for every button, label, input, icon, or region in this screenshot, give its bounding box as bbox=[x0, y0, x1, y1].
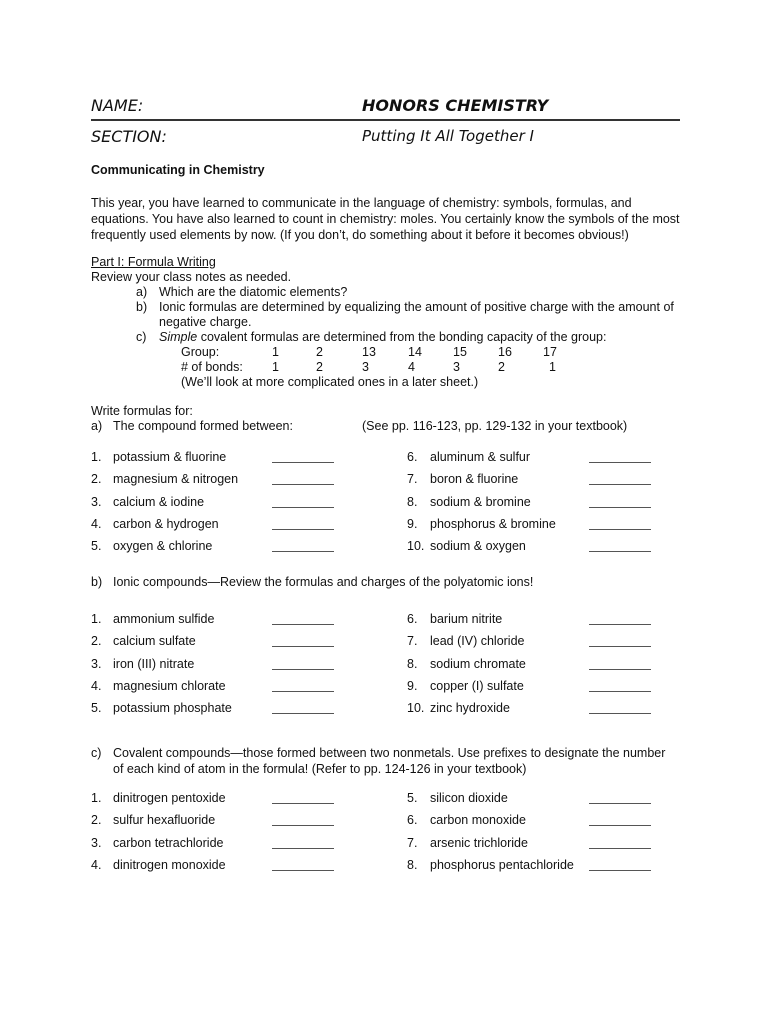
item-text: calcium & iodine bbox=[113, 494, 205, 509]
item-text: dinitrogen monoxide bbox=[113, 857, 226, 872]
answer-blank[interactable] bbox=[272, 517, 334, 530]
part1-item-letter: c) bbox=[136, 330, 147, 344]
section-label: SECTION: bbox=[91, 127, 167, 146]
item-text: carbon & hydrogen bbox=[113, 516, 219, 531]
item-text: potassium & fluorine bbox=[113, 450, 227, 464]
item-text: boron & fluorine bbox=[430, 472, 519, 487]
item-number: 9. bbox=[407, 516, 418, 531]
part1-item-letter: a) bbox=[136, 285, 148, 299]
group-number: 15 bbox=[453, 345, 467, 359]
answer-blank[interactable] bbox=[589, 517, 651, 530]
name-label: NAME: bbox=[91, 96, 144, 115]
item-text: magnesium chlorate bbox=[113, 678, 226, 693]
item-number: 8. bbox=[407, 494, 418, 509]
item-text: phosphorus pentachloride bbox=[430, 857, 574, 872]
group-number: 13 bbox=[362, 345, 376, 359]
item-number: 5. bbox=[91, 701, 102, 716]
item-number: 1. bbox=[91, 612, 102, 626]
bond-count: 2 bbox=[498, 360, 505, 374]
item-text: zinc hydroxide bbox=[430, 701, 510, 716]
section-b-title: Ionic compounds—Review the formulas and charges of the polyatomic ions! bbox=[113, 575, 534, 589]
group-number: 16 bbox=[498, 345, 512, 359]
item-number: 10. bbox=[407, 701, 425, 716]
section-c-letter: c) bbox=[91, 746, 102, 760]
part1-note: (We’ll look at more complicated ones in a later sheet.) bbox=[181, 375, 479, 389]
item-number: 4. bbox=[91, 678, 102, 693]
item-text: carbon monoxide bbox=[430, 813, 526, 828]
item-number: 6. bbox=[407, 612, 418, 626]
item-text: iron (III) nitrate bbox=[113, 656, 195, 671]
item-text: oxygen & chlorine bbox=[113, 539, 213, 554]
answer-blank[interactable] bbox=[589, 495, 651, 508]
answer-blank[interactable] bbox=[589, 612, 651, 625]
write-formulas-label: Write formulas for: bbox=[91, 404, 193, 418]
item-number: 8. bbox=[407, 656, 418, 671]
answer-blank[interactable] bbox=[589, 813, 651, 826]
item-text: carbon tetrachloride bbox=[113, 835, 224, 850]
part1-item-c-text: covalent formulas are determined from the bonding capacity of the group: bbox=[197, 330, 607, 344]
answer-blank[interactable] bbox=[272, 472, 334, 485]
item-number: 4. bbox=[91, 857, 102, 872]
group-number: 2 bbox=[316, 345, 323, 359]
part1-item-text: Ionic formulas are determined by equalizing the amount of positive charge with the amount of bbox=[159, 300, 674, 314]
bond-count: 3 bbox=[453, 360, 460, 374]
item-number: 5. bbox=[407, 791, 418, 805]
answer-blank[interactable] bbox=[272, 450, 334, 463]
item-text: dinitrogen pentoxide bbox=[113, 791, 226, 805]
item-text: copper (I) sulfate bbox=[430, 678, 524, 693]
answer-blank[interactable] bbox=[589, 539, 651, 552]
item-number: 1. bbox=[91, 450, 102, 464]
item-text: aluminum & sulfur bbox=[430, 450, 531, 464]
item-number: 3. bbox=[91, 656, 102, 671]
item-number: 6. bbox=[407, 813, 418, 828]
group-number: 1 bbox=[272, 345, 279, 359]
item-text: sodium chromate bbox=[430, 656, 526, 671]
intro-paragraph: This year, you have learned to communicate in the language of chemistry: symbols, formulas, and equations. You have also learned to count in chemistry: moles. You certainly know the symbols of the most frequently used elements by now. (If you don’t, do something about it before it becomes obvious!) bbox=[91, 196, 680, 242]
bond-count: 2 bbox=[316, 360, 323, 374]
header-divider bbox=[91, 119, 680, 121]
answer-blank[interactable] bbox=[272, 701, 334, 714]
answer-blank[interactable] bbox=[272, 858, 334, 871]
answer-blank[interactable] bbox=[272, 539, 334, 552]
worksheet-title: Putting It All Together I bbox=[362, 127, 534, 145]
section-c-title: Covalent compounds—those formed between two nonmetals. Use prefixes to designate the number bbox=[113, 746, 666, 760]
answer-blank[interactable] bbox=[589, 679, 651, 692]
answer-blank[interactable] bbox=[272, 679, 334, 692]
answer-blank[interactable] bbox=[589, 472, 651, 485]
item-text: sodium & bromine bbox=[430, 494, 531, 509]
answer-blank[interactable] bbox=[272, 813, 334, 826]
section-a-letter: a) bbox=[91, 419, 103, 433]
bond-count: 3 bbox=[362, 360, 369, 374]
section-b-letter: b) bbox=[91, 575, 103, 589]
item-text: arsenic trichloride bbox=[430, 835, 528, 850]
answer-blank[interactable] bbox=[589, 791, 651, 804]
answer-blank[interactable] bbox=[272, 791, 334, 804]
part1-item-text bbox=[159, 330, 606, 344]
item-text: sulfur hexafluoride bbox=[113, 813, 216, 828]
item-number: 7. bbox=[407, 835, 418, 850]
part1-item-text-cont: negative charge. bbox=[159, 315, 252, 329]
item-number: 8. bbox=[407, 857, 418, 872]
section-a-reference: (See pp. 116-123, pp. 129-132 in your textbook) bbox=[362, 419, 628, 433]
item-text: sodium & oxygen bbox=[430, 539, 526, 554]
item-number: 7. bbox=[407, 472, 418, 487]
bond-count: 1 bbox=[272, 360, 279, 374]
item-number: 3. bbox=[91, 835, 102, 850]
part1-title: Part I: Formula Writing bbox=[91, 255, 216, 269]
answer-blank[interactable] bbox=[272, 612, 334, 625]
item-number: 5. bbox=[91, 539, 102, 554]
answer-blank[interactable] bbox=[589, 450, 651, 463]
bond-count: 1 bbox=[549, 360, 556, 374]
part1-item-letter: b) bbox=[136, 300, 148, 314]
item-text: potassium phosphate bbox=[113, 701, 232, 716]
answer-blank[interactable] bbox=[272, 657, 334, 670]
item-text: magnesium & nitrogen bbox=[113, 472, 239, 487]
answer-blank[interactable] bbox=[272, 634, 334, 647]
item-text: lead (IV) chloride bbox=[430, 634, 525, 649]
bond-count: 4 bbox=[408, 360, 415, 374]
answer-blank[interactable] bbox=[589, 836, 651, 849]
answer-blank[interactable] bbox=[589, 701, 651, 714]
course-title: HONORS CHEMISTRY bbox=[362, 96, 549, 115]
item-number: 6. bbox=[407, 450, 418, 464]
item-text: barium nitrite bbox=[430, 612, 503, 626]
section-c-title-cont: of each kind of atom in the formula! (Refer to pp. 124-126 in your textbook) bbox=[113, 762, 527, 776]
group-label: Group: bbox=[181, 345, 220, 359]
part1-review: Review your class notes as needed. bbox=[91, 270, 292, 284]
item-number: 1. bbox=[91, 791, 102, 805]
item-number: 2. bbox=[91, 472, 102, 487]
section-a-title: The compound formed between: bbox=[113, 419, 293, 433]
item-number: 4. bbox=[91, 516, 102, 531]
item-text: phosphorus & bromine bbox=[430, 516, 556, 531]
answer-blank[interactable] bbox=[589, 657, 651, 670]
item-text: calcium sulfate bbox=[113, 634, 196, 649]
group-number: 14 bbox=[408, 345, 422, 359]
item-text: ammonium sulfide bbox=[113, 612, 215, 626]
bonds-label: # of bonds: bbox=[181, 360, 243, 374]
item-number: 2. bbox=[91, 813, 102, 828]
answer-blank[interactable] bbox=[589, 634, 651, 647]
part1-item-text: Which are the diatomic elements? bbox=[159, 285, 348, 299]
section-heading: Communicating in Chemistry bbox=[91, 163, 265, 177]
item-text: silicon dioxide bbox=[430, 791, 508, 805]
group-number: 17 bbox=[543, 345, 557, 359]
answer-blank[interactable] bbox=[589, 858, 651, 871]
answer-blank[interactable] bbox=[272, 836, 334, 849]
item-number: 7. bbox=[407, 634, 418, 649]
item-number: 10. bbox=[407, 539, 425, 554]
simple-emphasis: Simple bbox=[159, 330, 198, 344]
item-number: 9. bbox=[407, 678, 418, 693]
item-number: 3. bbox=[91, 494, 102, 509]
item-number: 2. bbox=[91, 634, 102, 649]
answer-blank[interactable] bbox=[272, 495, 334, 508]
